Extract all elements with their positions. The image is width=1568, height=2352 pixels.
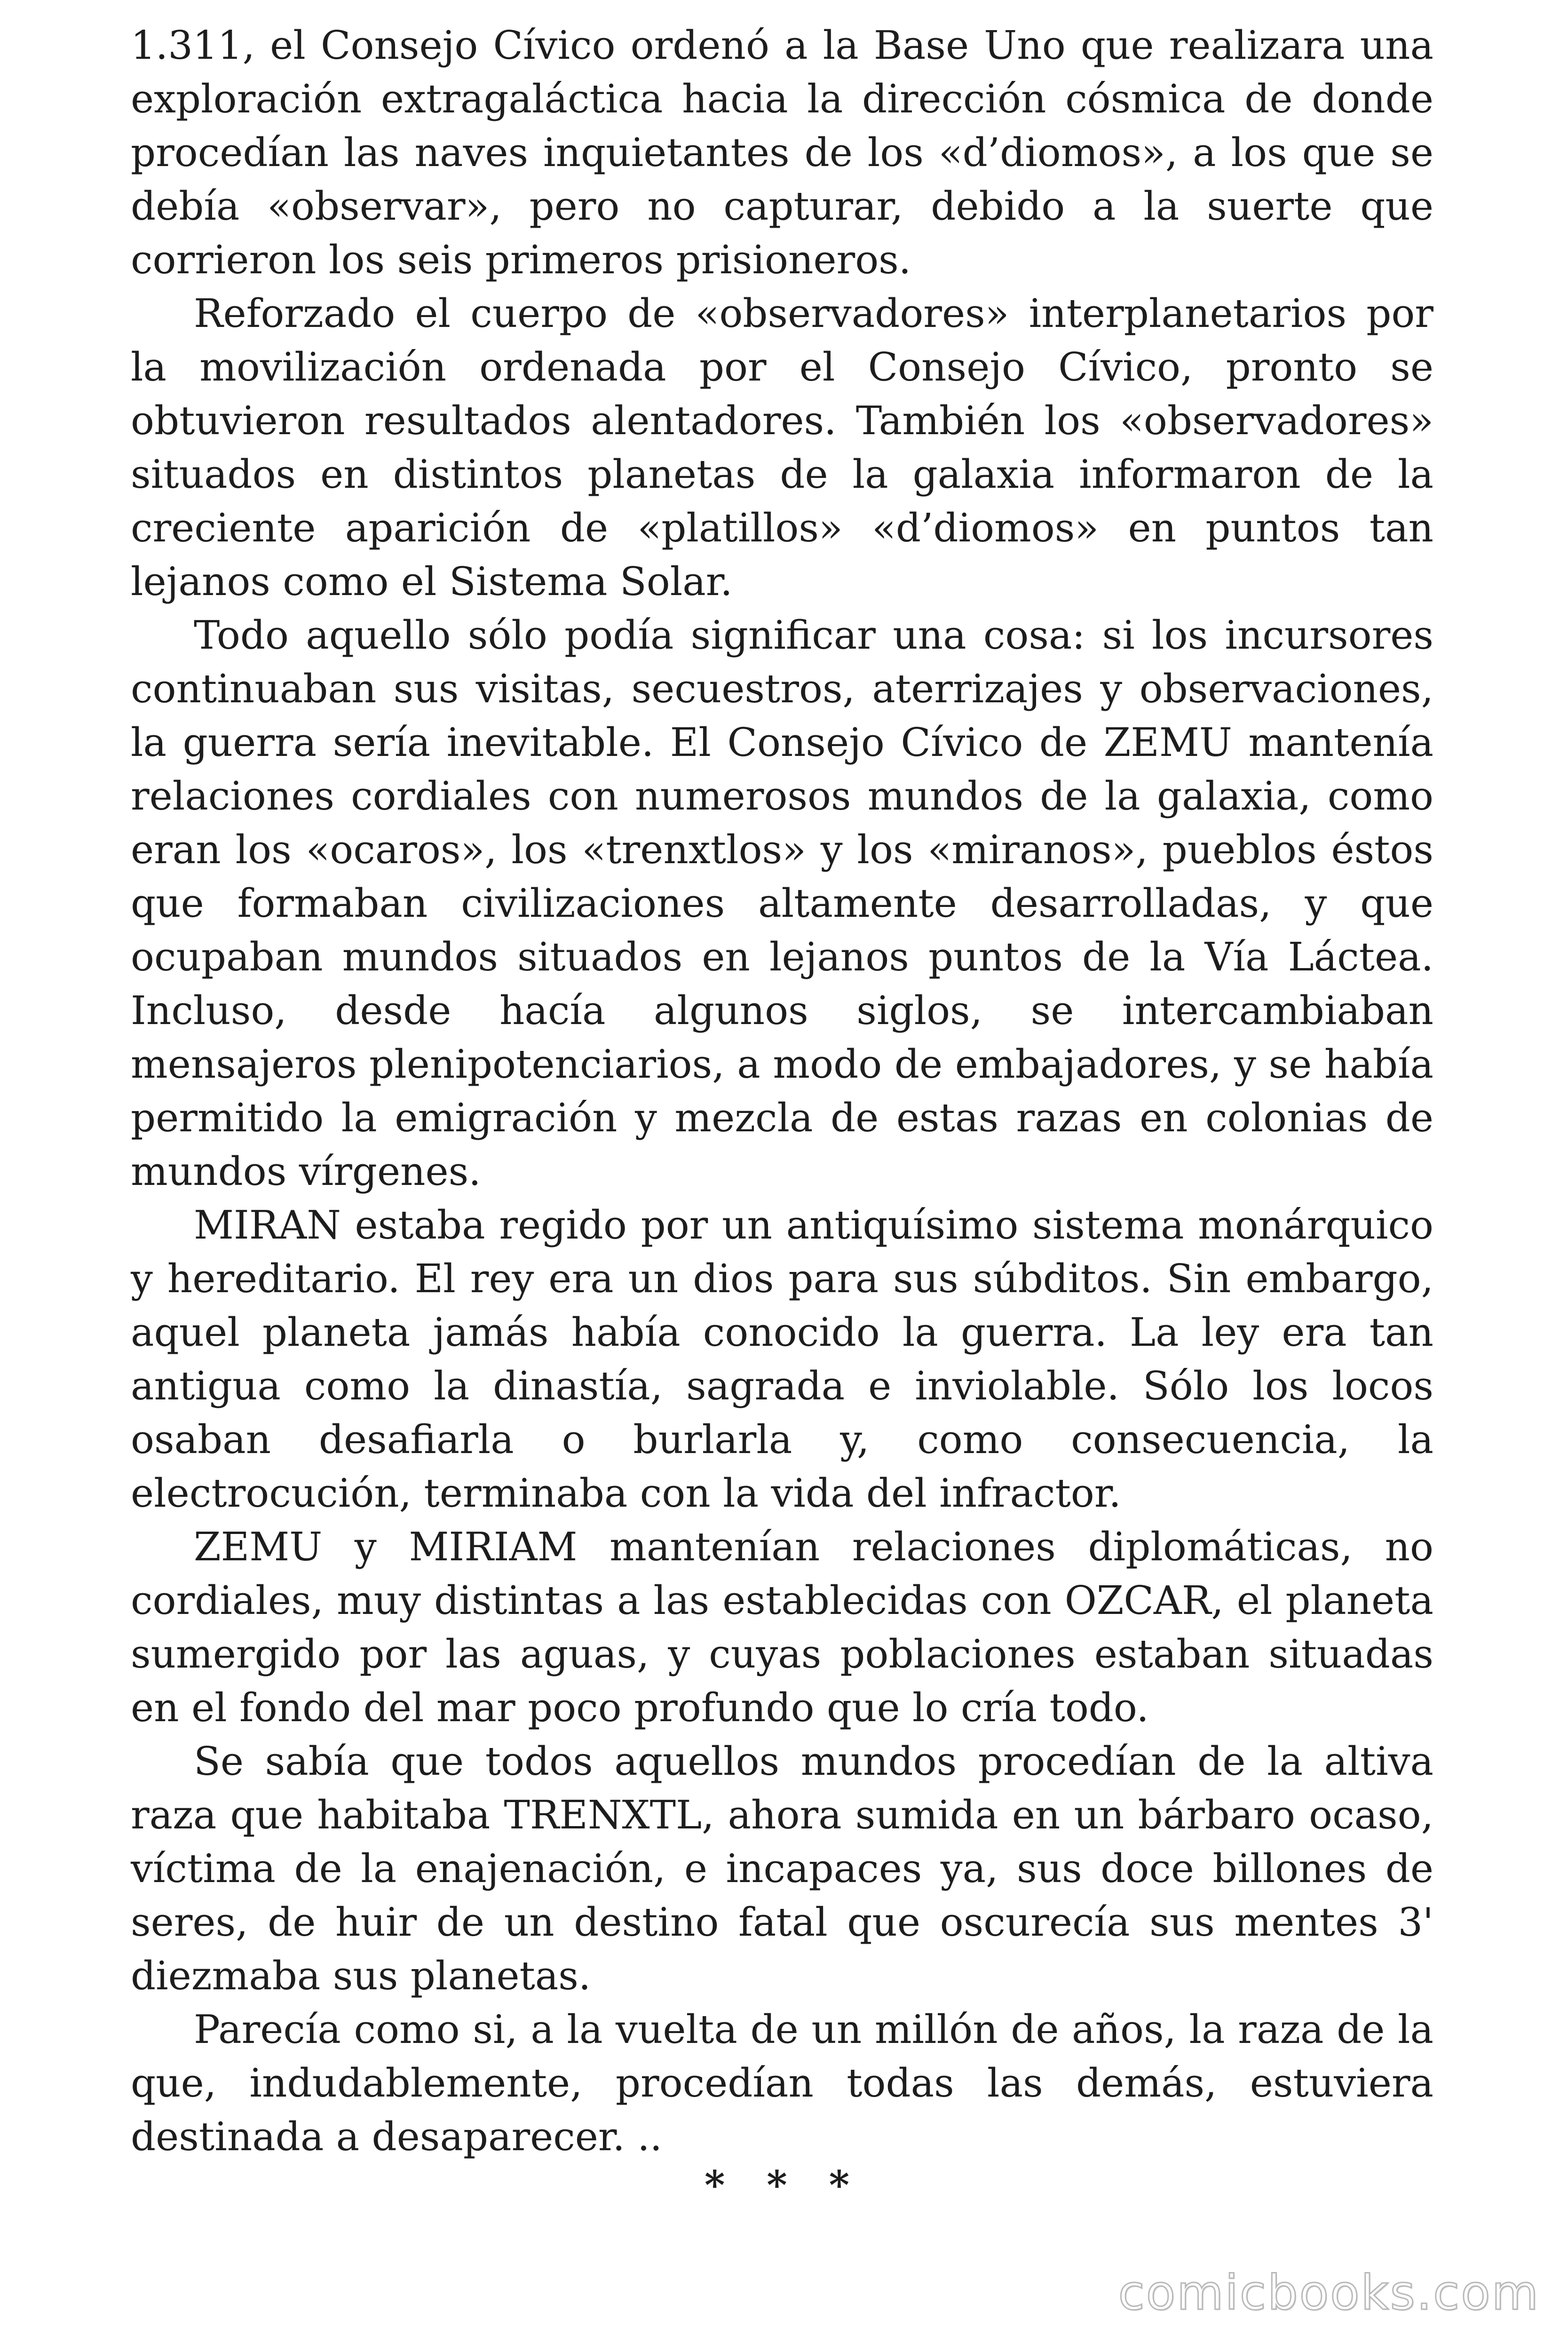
section-separator: * * * [704,2162,863,2208]
watermark: comicbooks.com [1118,2265,1540,2321]
paragraph-6: Se sabía que todos aquellos mundos procedían de la altiva raza que habitaba TRENXTL, ahora sumida en un bárbaro ocaso, víctima de la enajenación, e incapaces ya, sus doce billones de seres, de huir de un destino fatal que oscurecía sus mentes 3' diezmaba sus planetas. [131,1739,1433,1999]
page-text [131,19,1433,2164]
paragraph-4: MIRAN estaba regido por un antiquísimo sistema monárquico y hereditario. El rey era un dios para sus súbditos. Sin embargo, aquel planeta jamás había conocido la guerra. La ley era tan antigua como la dinastía, sagrada e inviolable. Sólo los locos osaban desafiarla o burlarla y, como consecuencia, la electrocución, terminaba con la vida del infractor. [131,1202,1433,1516]
paragraph-3: Todo aquello sólo podía significar una cosa: si los incursores continuaban sus visitas, secuestros, aterrizajes y observaciones, la guerra sería inevitable. El Consejo Cívico de ZEMU mantenía relaciones cordiales con numerosos mundos de la galaxia, como eran los «ocaros», los «trenxtlos» y los «miranos», pueblos éstos que formaban civilizaciones altamente desarrolladas, y que ocupaban mundos situados en lejanos puntos de la Vía Láctea. Incluso, desde hacía algunos siglos, se intercambiaban mensajeros plenipotenciarios, a modo de embajadores, y se había permitido la emigración y mezcla de estas razas en colonias de mundos vírgenes. [131,612,1433,1194]
paragraph-7: Parecía como si, a la vuelta de un millón de años, la raza de la que, indudablemente, procedían todas las demás, estuviera destinada a desaparecer. .. [131,2007,1433,2160]
paragraph-1: 1.311, el Consejo Cívico ordenó a la Base Uno que realizara una exploración extragaláctica hacia la dirección cósmica de donde procedían las naves inquietantes de los «d’diomos», a los que se debía «observar», pero no capturar, debido a la suerte que corrieron los seis primeros prisioneros. [131,23,1433,283]
paragraph-2: Reforzado el cuerpo de «observadores» interplanetarios por la movilización ordenada por el Consejo Cívico, pronto se obtuvieron resultados alentadores. También los «observadores» situados en distintos planetas de la galaxia informaron de la creciente aparición de «platillos» «d’diomos» en puntos tan lejanos como el Sistema Solar. [131,291,1433,604]
paragraph-5: ZEMU y MIRIAM mantenían relaciones diplomáticas, no cordiales, muy distintas a las establecidas con OZCAR, el planeta sumergido por las aguas, y cuyas poblaciones estaban situadas en el fondo del mar poco profundo que lo cría todo. [131,1524,1433,1731]
